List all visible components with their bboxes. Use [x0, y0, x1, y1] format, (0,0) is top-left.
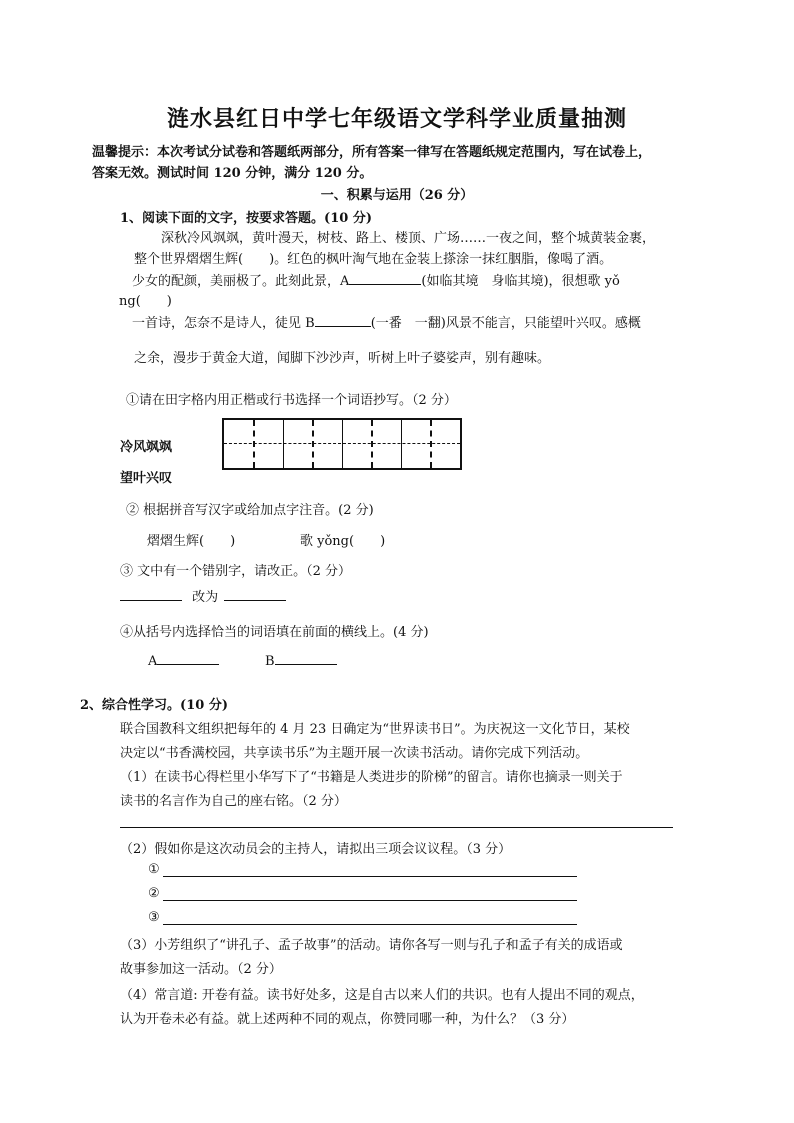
grid-center-line: [224, 443, 460, 444]
blank-b[interactable]: [315, 314, 371, 327]
q1-passage-line-6: 之余，漫步于黄金大道，闻脚下沙沙声，听树上叶子婆娑声，别有趣味。: [134, 351, 551, 366]
tip-line-1: 温馨提示：本次考试分试卷和答题纸两部分，所有答案一律写在答题纸规定范围内，写在试卷上，: [92, 145, 652, 160]
answer-a-blank[interactable]: [157, 652, 219, 665]
agenda-marker-2: ②: [148, 886, 160, 901]
q1-sub2-a: 熠熠生辉( ): [147, 534, 236, 549]
q2-sub1-line-1: （1）在读书心得栏里小华写下了“书籍是人类进步的阶梯”的留言。请你也摘录一则关于: [120, 770, 623, 785]
grid-cell: [401, 420, 461, 468]
q2-sub4-line-1: （4）常言道: 开卷有益。读书好处多，这是自古以来人们的共识。也有人提出不同的观点，: [120, 988, 644, 1003]
q2-intro-2: 决定以“书香满校园，共享读书乐”为主题开展一次读书活动。请你完成下列活动。: [120, 746, 589, 761]
agenda-line-2[interactable]: [163, 900, 577, 901]
grid-cell: [283, 420, 343, 468]
word-option-2: 望叶兴叹: [120, 471, 173, 486]
q1-sub3: ③ 文中有一个错别字，请改正。（2 分）: [120, 564, 352, 579]
q1-passage-5b: (一番 一翻)风景不能言，只能望叶兴叹。感概: [370, 316, 641, 331]
q1-passage-line-4: ng( ): [119, 294, 172, 309]
q1-sub4-b: [265, 652, 337, 669]
q1-sub1: ①请在田字格内用正楷或行书选择一个词语抄写。（2 分）: [126, 393, 457, 408]
grid-cell: [342, 420, 402, 468]
wrong-char-blank[interactable]: [120, 588, 182, 601]
answer-b-label: B: [265, 654, 275, 669]
tip-line-2: 答案无效。测试时间 120 分钟，满分 120 分。: [92, 166, 373, 181]
q2-sub1-line-2: 读书的名言作为自己的座右铭。（2 分）: [120, 794, 347, 809]
q2-intro-1: 联合国教科文组织把每年的 4 月 23 日确定为“世界读书日”。为庆祝这一文化节日，某校: [120, 722, 630, 737]
grid-cell: [224, 420, 284, 468]
agenda-marker-1: ①: [148, 862, 160, 877]
q1-passage-line-2: 整个世界熠熠生辉( )。红色的枫叶淘气地在金装上搽涂一抹红胭脂，像喝了酒。: [134, 252, 613, 267]
section-1-heading: 一、积累与运用（26 分）: [320, 188, 474, 203]
blank-a[interactable]: [349, 272, 421, 285]
q1-passage-3a: 少女的配颜，美丽极了。此刻此景，A: [132, 274, 350, 289]
agenda-marker-3: ③: [148, 910, 160, 925]
q1-sub3-answer: [120, 586, 286, 605]
q1-sub2: ② 根据拼音写汉字或给加点字注音。(2 分): [126, 503, 374, 518]
q1-passage-3b: (如临其境 身临其境)，很想歌 yǒ: [421, 274, 620, 289]
agenda-line-3[interactable]: [163, 924, 577, 925]
motto-answer-line[interactable]: [120, 827, 673, 828]
q2-sub4-line-2: 认为开卷未必有益。就上述两种不同的观点，你赞同哪一种，为什么？（3 分）: [120, 1012, 575, 1027]
q1-passage-5a: 一首诗，怎奈不是诗人，徒见 B: [132, 316, 315, 331]
q2-sub3-line-2: 故事参加这一活动。（2 分）: [120, 962, 282, 977]
page-title: 涟水县红日中学七年级语文学科学业质量抽测: [166, 106, 627, 132]
answer-b-blank[interactable]: [275, 652, 337, 665]
q1-passage-line-1: 深秋冷风飒飒，黄叶漫天，树枝、路上、楼顶、广场……一夜之间，整个城黄装金裹，: [161, 231, 656, 246]
tianzige-grid[interactable]: [222, 418, 462, 470]
q2-sub2: （2）假如你是这次动员会的主持人，请拟出三项会议议程。（3 分）: [120, 842, 512, 857]
q1-passage-line-5: [132, 312, 641, 331]
q1-sub4-a: [148, 652, 219, 669]
correct-to-label: 改为: [192, 590, 219, 605]
q1-sub4: ④从括号内选择恰当的词语填在前面的横线上。(4 分): [120, 625, 429, 640]
agenda-line-1[interactable]: [163, 876, 577, 877]
q1-sub2-b: 歌 yǒng( ): [300, 534, 386, 549]
q1-passage-line-3: [132, 270, 620, 289]
q2-heading: 2、综合性学习。(10 分): [80, 698, 228, 713]
q2-sub3-line-1: （3）小芳组织了“讲孔子、孟子故事”的活动。请你各写一则与孔子和孟子有关的成语或: [120, 938, 623, 953]
answer-a-label: A: [148, 654, 158, 669]
q1-heading: 1、阅读下面的文字，按要求答题。(10 分): [120, 211, 372, 226]
word-option-1: 冷风飒飒: [120, 440, 173, 455]
right-char-blank[interactable]: [224, 588, 286, 601]
